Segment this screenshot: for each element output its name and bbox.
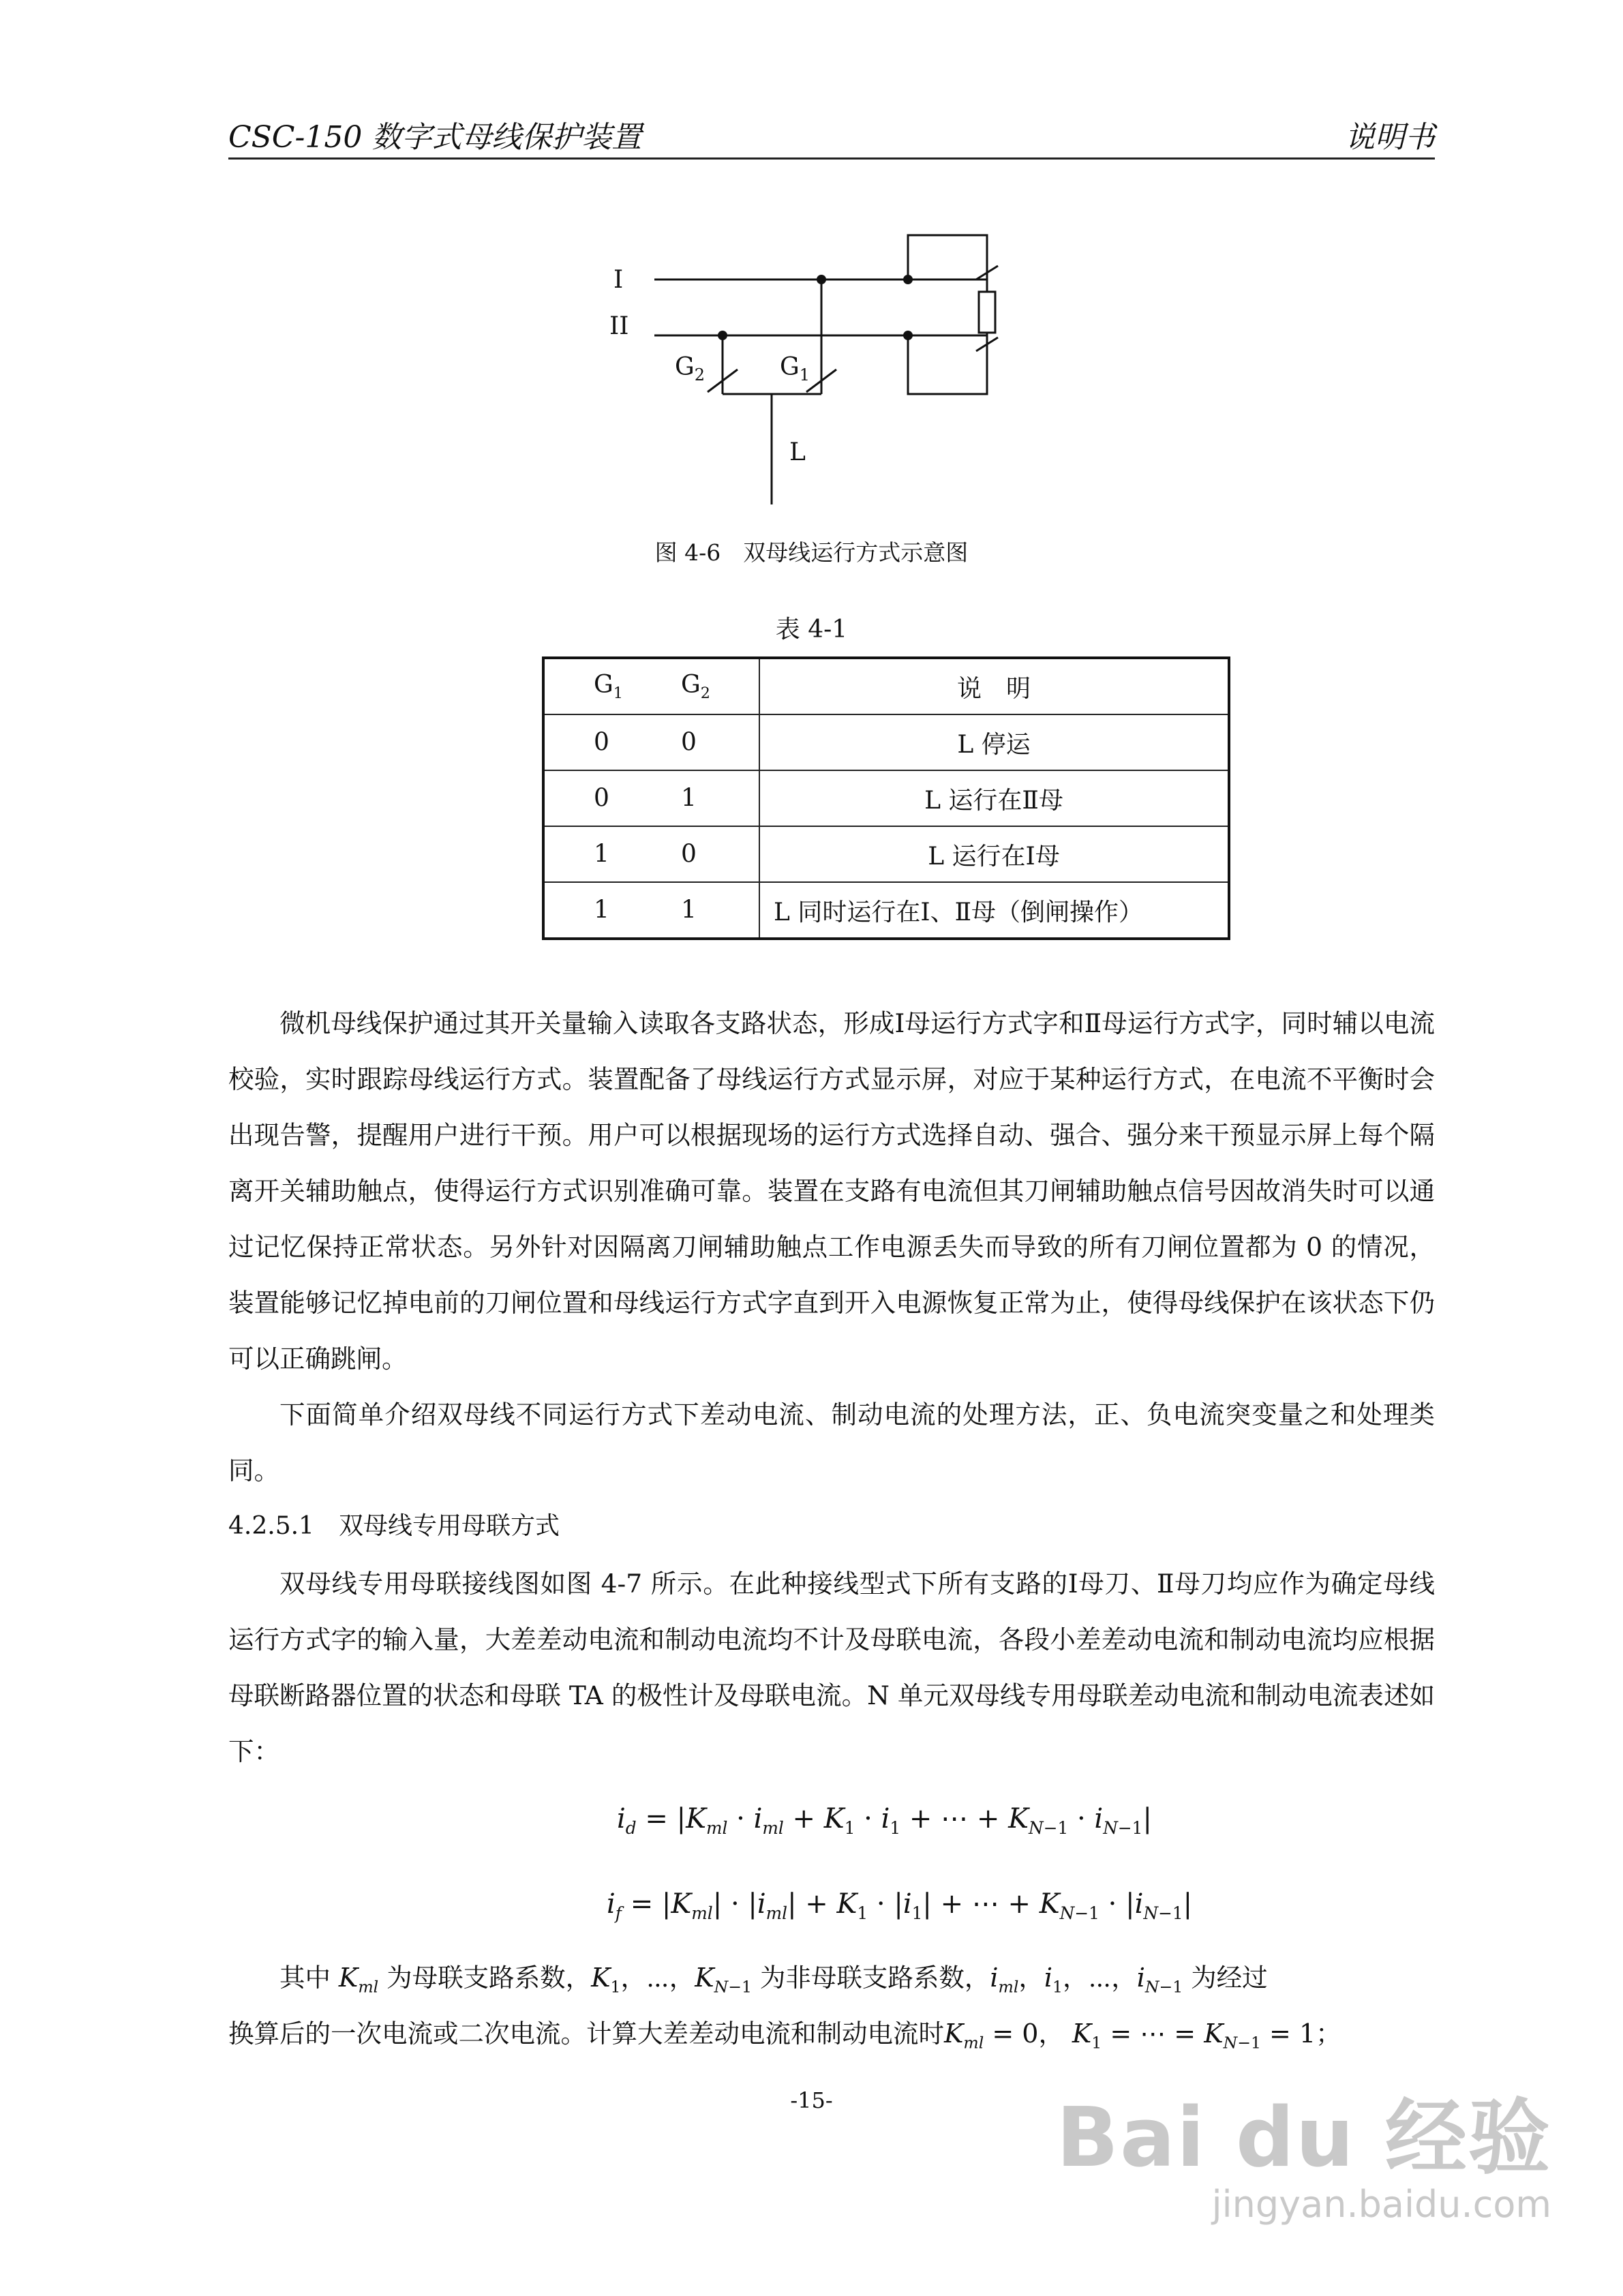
- g1-label: $G_1$: [780, 353, 810, 384]
- paragraph-coupler: 双母线专用母联接线图如图 4-7 所示。在此种接线型式下所有支路的Ⅰ母刀、Ⅱ母刀均应作为确定母线运行方式字的输入量，大差差动电流和制动电流均不计及母联电流，各段小差差动电流和制动电流均应根据母联断路器位置的状态和母联 TA 的极性计及母联电流。N 单元双母线专用母联差动电流和制动电流表述如下：: [228, 1569, 1435, 1766]
- paragraph-conversion: 换算后的一次电流或二次电流。计算大差差动电流和制动电流时$K_{ml} = 0$， $K_1$ = ⋯ = $K_{N-1} = 1$；: [228, 2019, 1341, 2053]
- body-paragraph-coupler: [228, 1556, 1435, 1779]
- baidu-logo: Bai du 经验: [1056, 2091, 1551, 2186]
- baidu-watermark: [1057, 2072, 1551, 2226]
- watermark-url: jingyan.baidu.com: [1211, 2183, 1551, 2226]
- table-header-row: [543, 658, 1229, 714]
- cell-g1: 1: [594, 896, 609, 924]
- cell-g1: 1: [594, 840, 609, 868]
- cell-g2: 1: [681, 896, 697, 924]
- cell-g2: 1: [681, 784, 697, 813]
- node-coupler-bus-ii: [903, 331, 913, 340]
- paragraph-intro: 下面简单介绍双母线不同运行方式下差动电流、制动电流的处理方法，正、负电流突变量之和处理类同。: [228, 1400, 1435, 1485]
- node-coupler-bus-i: [903, 275, 913, 284]
- paragraph-coefficients: 其中 $K_{ml}$ 为母联支路系数，$K_1$，⋯，$K_{N-1}$ 为非母联支路系数，$i_{ml}$，$i_1$，⋯，$i_{N-1}$ 为经过: [279, 1963, 1268, 1997]
- cell-g1: 0: [594, 728, 609, 757]
- figure-caption: 图 4-6 双母线运行方式示意图: [654, 539, 969, 566]
- table-row: [543, 826, 1229, 882]
- g2-label: $G_2$: [675, 353, 706, 384]
- formula-if: $i_f = |K_{ml}| \cdot |i_{ml}| + K_1 \cdot |i_1|$ + ⋯ + $K_{N-1} \cdot |i_{N-1}|$: [607, 1888, 1193, 1923]
- body-paragraphs: [228, 995, 1435, 1498]
- header-doc-type: 说明书: [1345, 120, 1435, 155]
- cell-g2: 0: [681, 728, 697, 757]
- page-number: -15-: [790, 2087, 833, 2113]
- table-title: 表 4-1: [775, 616, 848, 644]
- table-row: [543, 882, 1229, 939]
- coupler-bottom: [908, 335, 987, 394]
- header-rule: [228, 157, 1435, 160]
- header-desc: 说 明: [759, 658, 1229, 714]
- cell-desc: L 停运: [759, 714, 1229, 770]
- line-l-label: L: [789, 438, 806, 466]
- formula-id: $i_d = |K_{ml} \cdot i_{ml} + K_1 \cdot i_1$ + ⋯ + $K_{N-1} \cdot i_{N-1}|$: [617, 1803, 1152, 1838]
- bus-ii-label: II: [609, 312, 629, 340]
- cell-desc: L 运行在Ⅱ母: [759, 770, 1229, 826]
- node-g1-bus-i: [817, 275, 826, 284]
- coupler-top: [908, 235, 987, 280]
- cell-desc: L 运行在Ⅰ母: [759, 826, 1229, 882]
- header-g1: $G_1$: [594, 670, 623, 703]
- node-g2-bus-ii: [718, 331, 727, 340]
- cell-g2: 0: [681, 840, 697, 868]
- section-heading: 4.2.5.1 双母线专用母联方式: [228, 1512, 560, 1540]
- header-g2: $G_2$: [681, 670, 710, 703]
- paragraph-mode-word: 微机母线保护通过其开关量输入读取各支路状态，形成Ⅰ母运行方式字和Ⅱ母运行方式字，同时辅以电流校验，实时跟踪母线运行方式。装置配备了母线运行方式显示屏，对应于某种运行方式，在电流不平衡时会出现告警，提醒用户进行干预。用户可以根据现场的运行方式选择自动、强合、强分来干预显示屏上每个隔离开关辅助触点，使得运行方式识别准确可靠。装置在支路有电流但其刀闸辅助触点信号因故消失时可以通过记忆保持正常状态。另外针对因隔离刀闸辅助触点工作电源丢失而导致的所有刀闸位置都为 0 的情况，装置能够记忆掉电前的刀闸位置和母线运行方式字直到开入电源恢复正常为止，使得母线保护在该状态下仍可以正确跳闸。: [228, 1008, 1435, 1374]
- coupler-resistor: [979, 292, 995, 333]
- table-row: [543, 770, 1229, 826]
- header-title: CSC-150 数字式母线保护装置: [228, 120, 642, 155]
- switch-state-table: [542, 656, 1230, 940]
- cell-g1: 0: [594, 784, 609, 813]
- double-bus-diagram: [586, 205, 1091, 525]
- cell-desc: L 同时运行在Ⅰ、Ⅱ母（倒闸操作）: [759, 882, 1229, 939]
- table-row: [543, 714, 1229, 770]
- bus-i-label: I: [613, 266, 624, 294]
